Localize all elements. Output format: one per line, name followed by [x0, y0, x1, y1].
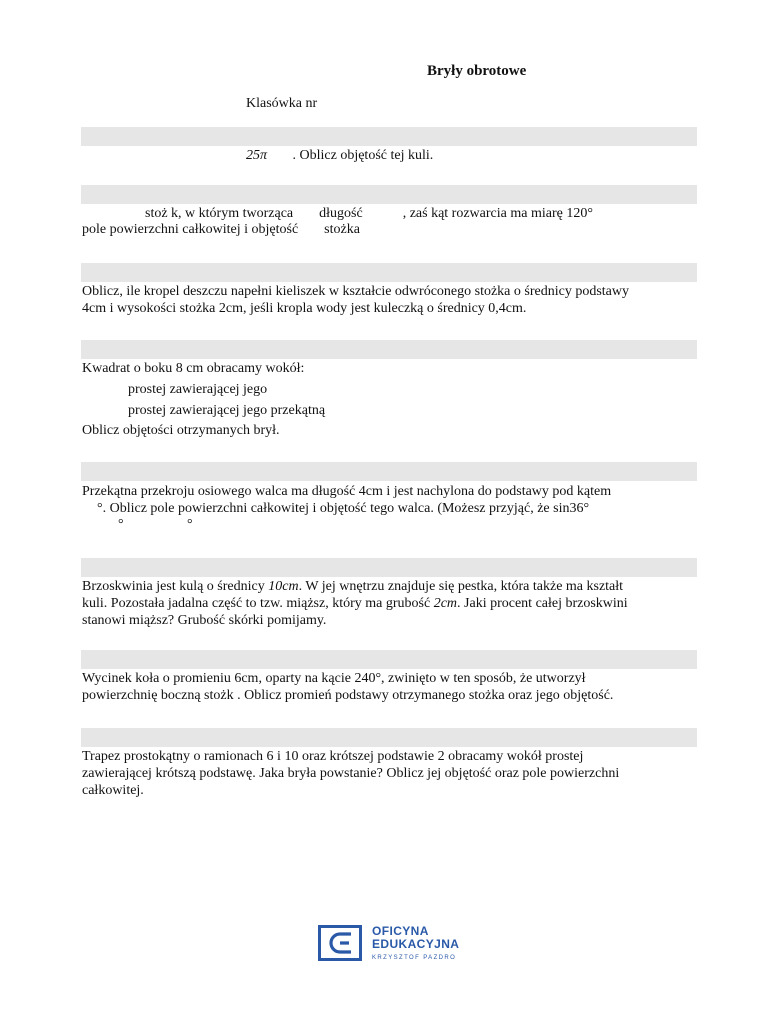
- task-6-line-2a: kuli. Pozostała jadalna część to tzw. miąższ, który ma grubość: [82, 596, 434, 611]
- task-3-line-2: 4cm i wysokości stożka 2cm, jeśli kropla wody jest kuleczką o średnicy 0,4cm.: [82, 301, 527, 316]
- task-1-text: . Oblicz objętość tej kuli.: [292, 148, 434, 163]
- task-8-band: [81, 728, 697, 747]
- logo-line-1: OFICYNA: [372, 924, 429, 938]
- task-6-line-1a: Brzoskwinia jest kulą o średnicy: [82, 579, 269, 594]
- task-5-degree-1: °: [118, 517, 124, 532]
- task-6-line-3: stanowi miąższ? Grubość skórki pomijamy.: [82, 613, 327, 628]
- task-4-item-2: prostej zawierającej jego przekątną: [128, 403, 326, 418]
- task-2-line-1a: stoż k, w którym tworząca: [145, 206, 294, 221]
- task-5-band: [81, 462, 697, 481]
- task-6-line-2: [82, 595, 628, 613]
- task-1-band: [81, 127, 697, 146]
- task-6-thickness: 2cm: [433, 596, 458, 611]
- logo-line-2: EDUKACYJNA: [372, 937, 460, 951]
- task-5-degree-2: °: [187, 517, 193, 532]
- task-4-line-4: Oblicz objętości otrzymanych brył.: [82, 423, 280, 438]
- task-3-line-1: Oblicz, ile kropel deszczu napełni kieliszek w kształcie odwróconego stożka o średnicy podstawy: [82, 284, 629, 299]
- task-6-line-2c: . Jaki procent całej brzoskwini: [457, 596, 628, 611]
- task-8-line-2: zawierającej krótszą podstawę. Jaka bryła powstanie? Oblicz jej objętość oraz pole powierzchni: [82, 766, 620, 781]
- task-8-line-3: całkowitej.: [82, 783, 144, 798]
- task-4-item-1: prostej zawierającej jego: [128, 382, 268, 397]
- logo-tagline: KRZYSZTOF PAZDRO: [372, 955, 457, 961]
- task-1-expression: 25π: [246, 148, 268, 163]
- task-4-band: [81, 340, 697, 359]
- task-8-line-1: Trapez prostokątny o ramionach 6 i 10 oraz krótszej podstawie 2 obracamy wokół prostej: [82, 749, 584, 764]
- task-2-line-1b: długość: [319, 206, 363, 221]
- task-4-line-1: Kwadrat o boku 8 cm obracamy wokół:: [82, 361, 305, 376]
- task-7-line-2: powierzchnię boczną stożk . Oblicz promień podstawy otrzymanego stożka oraz jego objętość.: [82, 688, 614, 703]
- task-7-band: [81, 650, 697, 669]
- task-6-line-1c: . W jej wnętrzu znajduje się pestka, która także ma kształt: [298, 579, 624, 594]
- task-2-line-2: [82, 221, 360, 239]
- task-2-line-2a: pole powierzchni całkowitej i objętość: [82, 222, 299, 237]
- task-7-line-1: Wycinek koła o promieniu 6cm, oparty na kącie 240°, zwinięto w ten sposób, że utworzył: [82, 671, 586, 686]
- task-2-line-2b: stożka: [324, 222, 360, 237]
- task-5-line-2: °. Oblicz pole powierzchni całkowitej i objętość tego walca. (Możesz przyjąć, że sin36°: [97, 501, 590, 516]
- task-1: [246, 147, 433, 165]
- task-6-band: [81, 558, 697, 577]
- page-title: Bryły obrotowe: [427, 63, 527, 79]
- task-5-line-1: Przekątna przekroju osiowego walca ma długość 4cm i jest nachylona do podstawy pod kątem: [82, 484, 612, 499]
- oficyna-logo-icon: [318, 925, 362, 961]
- test-number-label: Klasówka nr: [246, 96, 318, 111]
- task-3-band: [81, 263, 697, 282]
- task-2-band: [81, 185, 697, 204]
- task-2-line-1c: , zaś kąt rozwarcia ma miarę 120°: [402, 206, 593, 221]
- task-6-line-1: [82, 578, 623, 596]
- task-6-diameter: 10cm: [268, 579, 299, 594]
- publisher-logo: [318, 922, 468, 968]
